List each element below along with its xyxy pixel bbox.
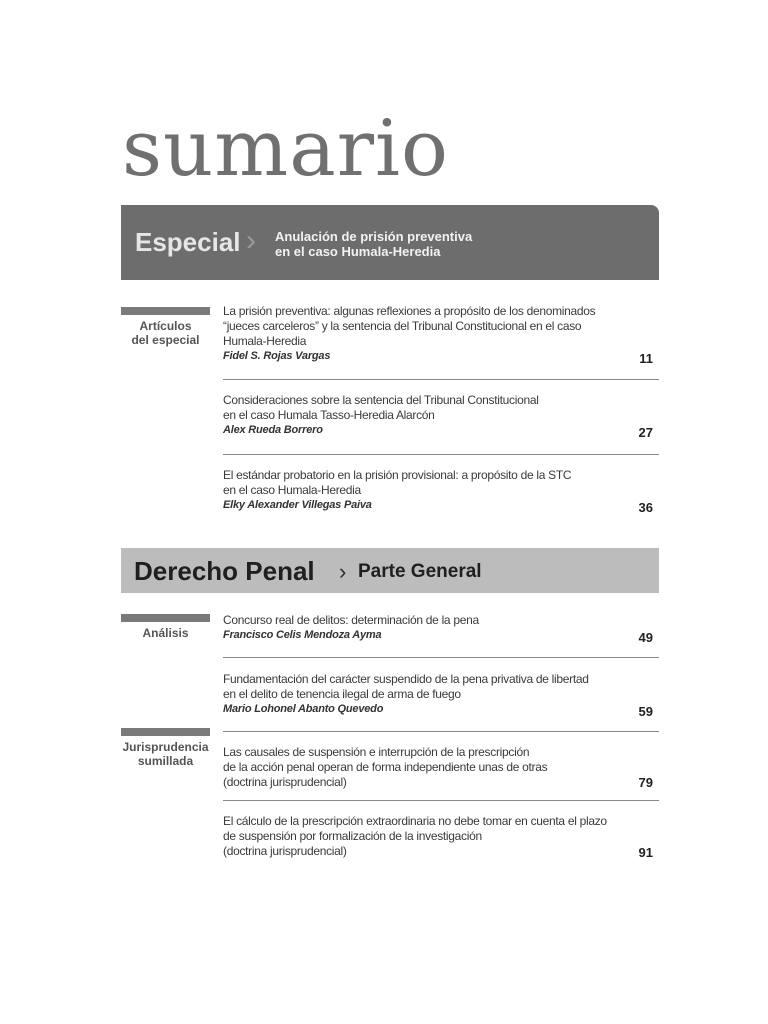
section-articulos-label [121,319,210,347]
derecho-penal-sub: Parte General [358,561,482,582]
section-analisis-label [121,626,210,640]
entry-title-line: El cálculo de la prescripción extraordinaria no debe tomar en cuenta el plazo [223,814,607,828]
section-label-line: sumillada [137,754,194,768]
entry-author: Elky Alexander Villegas Paiva [223,499,372,511]
section-label-line: Análisis [142,626,189,640]
section-bar [121,307,210,315]
entry-title-line: Fundamentación del carácter suspendido de la pena privativa de libertad [223,672,589,686]
entry-title-line: en el caso Humala-Heredia [223,483,361,497]
section-label-line: del especial [131,333,200,347]
section-bar [121,614,210,622]
entry-title-line: de suspensión por formalización de la investigación [223,829,482,843]
toc-entry[interactable] [223,304,659,364]
divider [223,657,659,658]
section-label-line: Jurisprudencia [122,740,209,754]
divider [223,454,659,455]
entry-title-line: de la acción penal operan de forma independiente unas de otras [223,760,548,774]
especial-subtitle-line: Anulación de prisión preventiva [275,229,473,244]
section-label-line: Artículos [139,319,192,333]
entry-title-line: en el delito de tenencia ilegal de arma de fuego [223,687,461,701]
entry-author: Mario Lohonel Abanto Quevedo [223,703,384,715]
chevron-right-icon: › [339,559,347,584]
entry-page-number: 27 [638,425,653,440]
toc-entry[interactable] [223,814,659,859]
entry-title-line: Las causales de suspensión e interrupción de la prescripción [223,745,530,759]
toc-entry[interactable] [223,672,659,717]
entry-page-number: 91 [638,845,653,860]
especial-subtitle [275,229,472,259]
toc-entry[interactable] [223,613,659,643]
divider [223,731,659,732]
especial-label: Especial [135,227,241,257]
entry-title-line: Consideraciones sobre la sentencia del Tribunal Constitucional [223,393,539,407]
entry-title-line: Humala-Heredia [223,334,307,348]
toc-entry[interactable] [223,468,659,513]
entry-title-line: “jueces carceleros” y la sentencia del Tribunal Constitucional en el caso [223,319,582,333]
entry-author: Alex Rueda Borrero [223,424,323,436]
entry-page-number: 11 [639,351,653,366]
divider [223,379,659,380]
entry-title-line: El estándar probatorio en la prisión provisional: a propósito de la STC [223,468,572,482]
entry-title-line: La prisión preventiva: algunas reflexiones a propósito de los denominados [223,304,596,318]
section-jurisprudencia [121,728,210,768]
section-jurisprudencia-label [121,740,210,768]
entry-author: Francisco Celis Mendoza Ayma [223,629,382,641]
especial-banner [121,205,659,280]
entry-author: Fidel S. Rojas Vargas [223,350,331,362]
entry-title-line: en el caso Humala Tasso-Heredia Alarcón [223,408,435,422]
entry-title-line: Concurso real de delitos: determinación de la pena [223,613,479,627]
entry-title-line: (doctrina jurisprudencial) [223,844,347,858]
page-title: sumario [122,104,449,194]
entry-page-number: 59 [638,704,653,719]
entry-page-number: 49 [638,630,653,645]
toc-entry[interactable] [223,393,659,438]
divider [223,800,659,801]
entry-page-number: 36 [638,500,653,515]
chevron-right-icon: › [246,224,256,257]
section-analisis [121,614,210,640]
section-articulos [121,307,210,347]
entry-page-number: 79 [638,775,653,790]
toc-entry[interactable] [223,745,659,790]
entry-title-line: (doctrina jurisprudencial) [223,775,347,789]
derecho-penal-banner [121,548,659,593]
derecho-penal-label: Derecho Penal [134,556,315,586]
section-bar [121,728,210,736]
especial-subtitle-line: en el caso Humala-Heredia [275,244,441,259]
